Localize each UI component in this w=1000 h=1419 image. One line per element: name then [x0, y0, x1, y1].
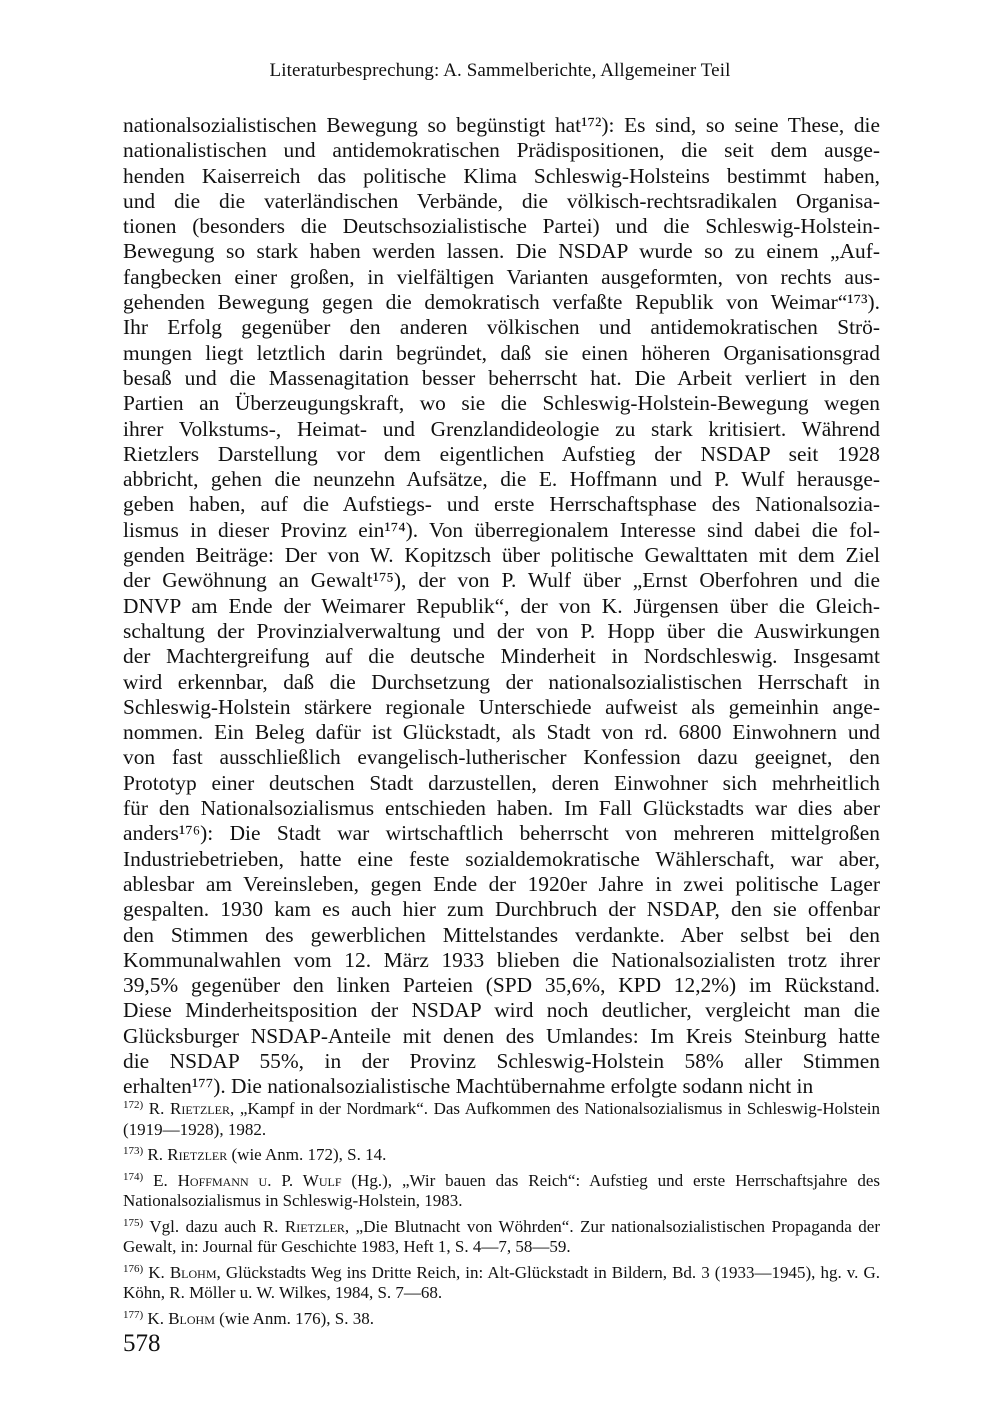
body-line: Schleswig-Holstein stärkere regionale Unterschiede aufweist als gemeinhin ange-	[123, 694, 880, 719]
body-line: für den Nationalsozialismus entschieden haben. Im Fall Glückstadts war dies aber	[123, 796, 880, 821]
footnote-number: 177)	[123, 1308, 144, 1321]
footnote	[123, 1167, 880, 1212]
body-line: von fast ausschließlich evangelisch-lutherischer Konfession dazu geeignet, den	[123, 745, 880, 770]
body-line: schaltung der Provinzialverwaltung und der von P. Hopp über die Auswirkungen	[123, 618, 880, 643]
footnote-author: R. Rietzler	[148, 1099, 230, 1118]
body-line: anders¹⁷⁶): Die Stadt war wirtschaftlich beherrscht von mehreren mittelgroßen	[123, 821, 880, 846]
body-line: Glücksburger NSDAP-Anteile mit denen des Umlandes: Im Kreis Steinburg hatte	[123, 1023, 880, 1048]
body-line: Partien an Überzeugungskraft, wo sie die Schleswig-Holstein-Bewegung wegen	[123, 391, 880, 416]
body-line: den Stimmen des gewerblichen Mittelstandes verdankte. Aber selbst bei den	[123, 922, 880, 947]
footnote-author: K. Blohm	[147, 1308, 215, 1328]
body-line: erhalten¹⁷⁷). Die nationalsozialistische Machtübernahme erfolgte sodann nicht in	[123, 1074, 814, 1099]
running-head: Literaturbesprechung: A. Sammelberichte, Allgemeiner Teil	[269, 60, 731, 81]
footnote-number: 176)	[123, 1262, 144, 1275]
footnote-text: , Glückstadts Weg ins Dritte Reich, in: Alt-Glückstadt in Bildern, Bd. 3 (1933—1945), hg. v. G. Köhn, R. Möller u. W. Wilkes, 1984, S. 7—68.	[123, 1262, 881, 1302]
footnote-author: K. Blohm	[148, 1262, 217, 1282]
footnote-text: (Hg.), „Wir bauen das Reich“: Aufstieg und erste Herrschaftsjahre des Nationalsozialismus in Schleswig-Holstein, 1983.	[123, 1170, 880, 1210]
footnote-author: R. Rietzler	[262, 1216, 345, 1236]
footnotes	[123, 1095, 880, 1330]
body-line: DNVP am Ende der Weimarer Republik“, der von K. Jürgensen über die Gleich-	[123, 593, 880, 618]
body-line: der Machtergreifung auf die deutsche Minderheit in Nordschleswig. Insgesamt	[123, 644, 880, 669]
body-line: ihrer Volkstums-, Heimat- und Grenzlandideologie zu stark kritisiert. Während	[123, 416, 880, 441]
body-line: genden Beiträge: Der von W. Kopitzsch über politische Gewalttaten mit dem Ziel	[123, 543, 880, 568]
footnote-number: 174)	[123, 1170, 144, 1183]
footnote-prefix: Vgl. dazu auch	[149, 1216, 263, 1236]
body-line: gehenden Bewegung gegen die demokratisch verfaßte Republik von Weimar“¹⁷³).	[123, 290, 880, 315]
body-line: lismus in dieser Provinz ein¹⁷⁴). Von überregionalem Interesse sind dabei die fol-	[123, 517, 880, 542]
body-line: Kommunalwahlen vom 12. März 1933 blieben die Nationalsozialisten trotz ihrer	[123, 947, 880, 972]
body-line: wird erkennbar, daß die Durchsetzung der nationalsozialistischen Herrschaft in	[123, 669, 880, 694]
body-line: tionen (besonders die Deutschsozialistische Partei) und die Schleswig-Holstein-	[123, 214, 880, 239]
body-line: Rietzlers Darstellung vor dem eigentlichen Aufstieg der NSDAP seit 1928	[123, 441, 880, 466]
footnote-text: (wie Anm. 172), S. 14.	[227, 1145, 387, 1164]
footnote-number: 175)	[123, 1216, 144, 1229]
body-line: Ihr Erfolg gegenüber den anderen völkischen und antidemokratischen Strö-	[123, 315, 880, 340]
footnote-text: , „Die Blutnacht von Wöhrden“. Zur nationalsozialistischen Propaganda der Gewalt, in: Journal für Geschichte 1983, Heft 1, S. 4—7, 58—59.	[123, 1216, 881, 1256]
footnote	[123, 1305, 880, 1330]
body-line: abbricht, gehen die neunzehn Aufsätze, die E. Hoffmann und P. Wulf herausge-	[123, 467, 880, 492]
body-line: Industriebetrieben, hatte eine feste sozialdemokratische Wählerschaft, war aber,	[123, 846, 880, 871]
body-line: mungen liegt letztlich darin begründet, daß sie einen höheren Organisationsgrad	[123, 340, 880, 365]
body-line: nationalsozialistischen Bewegung so begünstigt hat¹⁷²): Es sind, so seine These, die	[123, 113, 880, 137]
footnote-text: (wie Anm. 176), S. 38.	[214, 1308, 375, 1328]
body-line: besaß und die Massenagitation besser beherrscht hat. Die Arbeit verliert in den	[123, 365, 880, 390]
body-line: fangbecken einer großen, in vielfältigen Varianten ausgeformten, von rechts aus-	[123, 264, 880, 289]
body-line: Diese Minderheitsposition der NSDAP wird noch deutlicher, vergleicht man die	[123, 998, 880, 1023]
body-line: der Gewöhnung an Gewalt¹⁷⁵), der von P. Wulf über „Ernst Oberfohren und die	[123, 568, 880, 593]
body-line: die NSDAP 55%, in der Provinz Schleswig-Holstein 58% aller Stimmen	[123, 1048, 880, 1073]
footnote-text: , „Kampf in der Nordmark“. Das Aufkommen des Nationalsozialismus in Schleswig-Holstein (1919—1928), 1982.	[123, 1099, 880, 1139]
footnote-author: R. Rietzler	[147, 1145, 228, 1164]
body-line: nommen. Ein Beleg dafür ist Glückstadt, als Stadt von rd. 6800 Einwohnern und	[123, 720, 880, 745]
body-line: nationalistischen und antidemokratischen Prädispositionen, die seit dem ausge-	[123, 138, 880, 163]
footnote-number: 173)	[123, 1145, 144, 1157]
page-number: 578	[123, 1330, 161, 1357]
footnote	[123, 1213, 880, 1258]
footnote	[123, 1095, 880, 1140]
footnote	[123, 1259, 880, 1304]
footnote-number: 172)	[123, 1099, 144, 1111]
body-line: 39,5% gegenüber den linken Parteien (SPD 35,6%, KPD 12,2%) im Rückstand.	[123, 973, 880, 998]
body-line: gespalten. 1930 kam es auch hier zum Durchbruch der NSDAP, den sie offenbar	[123, 897, 880, 922]
body-line: henden Kaiserreich das politische Klima Schleswig-Holsteins bestimmt haben,	[123, 163, 880, 188]
footnote-author: E. Hoffmann u. P. Wulf	[153, 1170, 342, 1190]
body-line: ablesbar am Vereinsleben, gegen Ende der 1920er Jahre in zwei politische Lager	[123, 871, 880, 896]
footnote	[123, 1141, 880, 1166]
body-line: Prototyp einer deutschen Stadt darzustellen, deren Einwohner sich mehrheitlich	[123, 770, 880, 795]
body-text	[123, 113, 880, 1100]
body-line: geben haben, auf die Aufstiegs- und erste Herrschaftsphase des Nationalsozia-	[123, 492, 880, 517]
body-line: und die die vaterländischen Verbände, die völkisch-rechtsradikalen Organisa-	[123, 188, 880, 213]
body-line: Bewegung so stark haben werden lassen. Die NSDAP wurde so zu einem „Auf-	[123, 239, 880, 264]
